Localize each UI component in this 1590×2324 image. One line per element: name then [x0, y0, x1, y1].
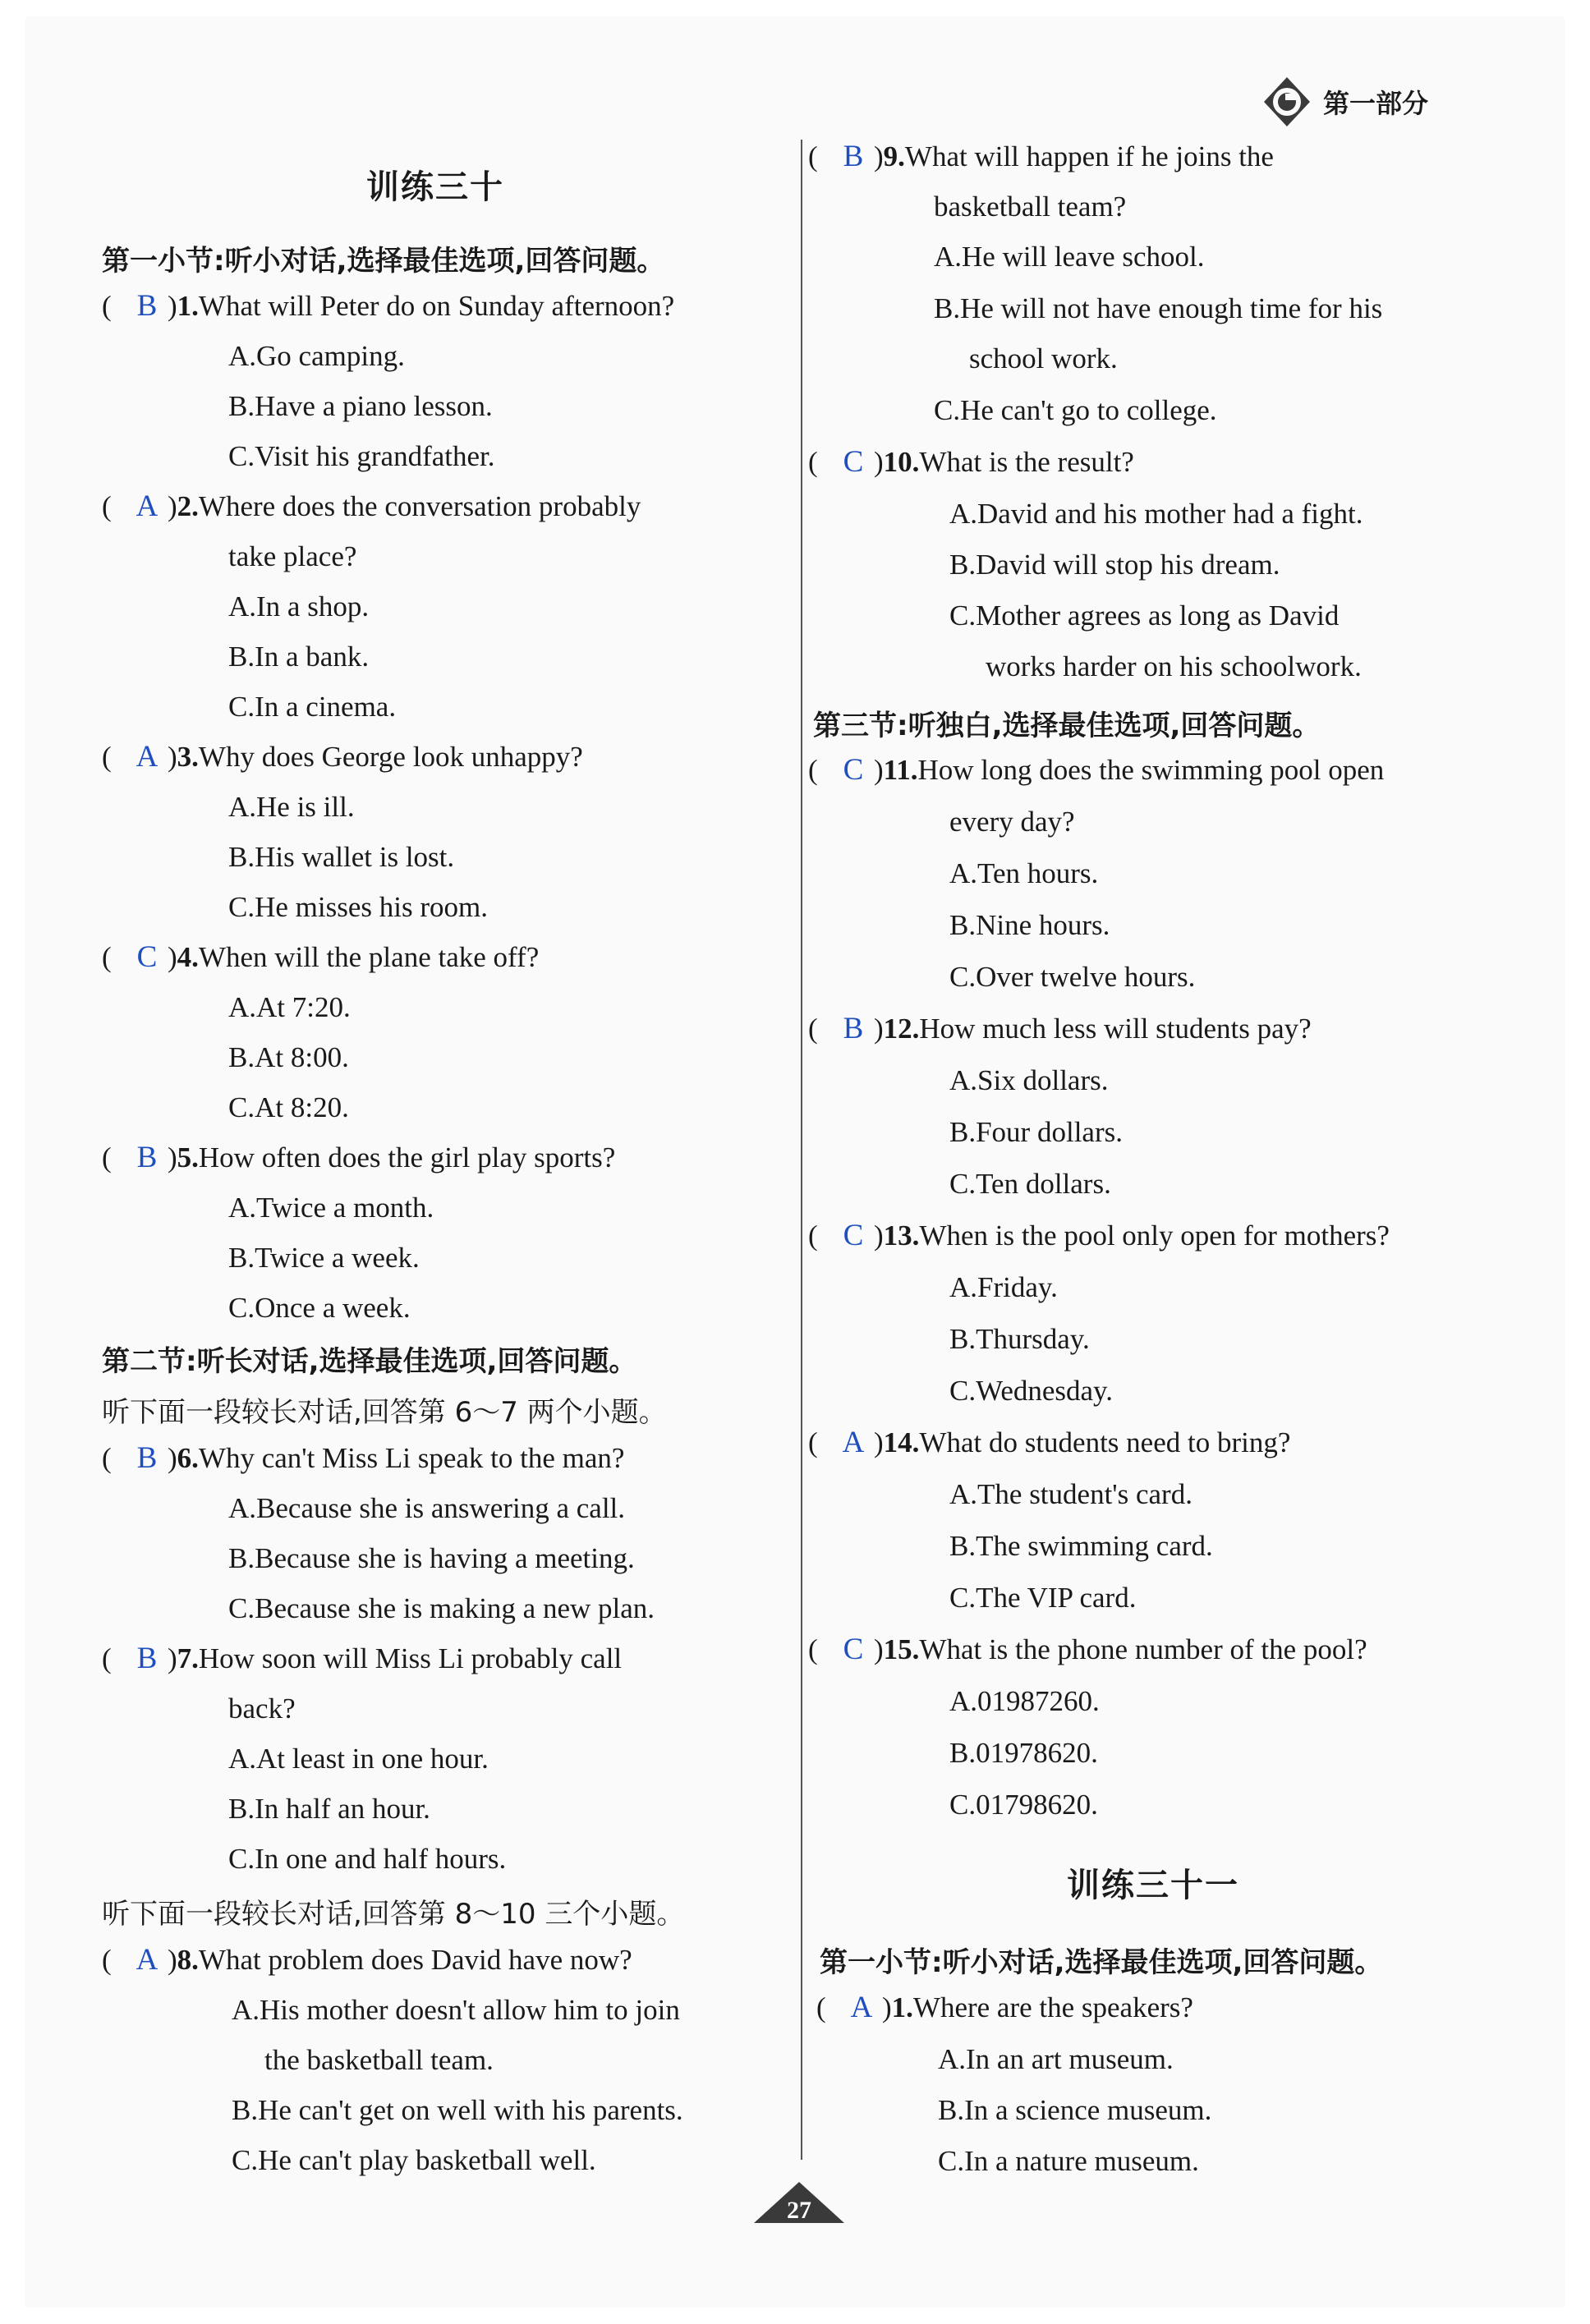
option: C.He misses his room. [228, 891, 488, 923]
question-item: ( C )10.What is the result? [808, 437, 1134, 487]
option: C.He can't play basketball well. [232, 2144, 596, 2176]
option: B.Four dollars. [949, 1116, 1123, 1148]
option: A.David and his mother had a fight. [949, 498, 1363, 530]
option: B.Thursday. [949, 1323, 1090, 1355]
answer-mark: A [136, 740, 159, 774]
header-badge [1261, 76, 1428, 128]
option-continuation: school work. [969, 342, 1118, 374]
option: A.His mother doesn't allow him to join [232, 1994, 680, 2026]
section-heading: 第一小节:听小对话,选择最佳选项,回答问题。 [102, 245, 665, 278]
exercise-title: 训练三十 [366, 168, 504, 206]
option: B.David will stop his dream. [949, 549, 1280, 581]
answer-mark: B [136, 1141, 158, 1174]
section-logo-icon [1261, 76, 1313, 128]
question-item: ( A )3.Why does George look unhappy? [102, 732, 583, 782]
section-heading: 第三节:听独白,选择最佳选项,回答问题。 [813, 710, 1321, 742]
question-item: ( B )7.How soon will Miss Li probably call [102, 1633, 622, 1683]
option: C.The VIP card. [949, 1582, 1137, 1614]
option: A.At least in one hour. [228, 1743, 489, 1775]
answer-mark: A [850, 1991, 873, 2024]
column-divider [801, 140, 802, 2160]
option: C.Once a week. [228, 1292, 411, 1324]
option: A.In a shop. [228, 590, 370, 622]
answer-mark: C [843, 1219, 864, 1252]
option: A.01987260. [949, 1685, 1100, 1717]
option: C.In a nature museum. [938, 2145, 1199, 2177]
question-item: ( A )2.Where does the conversation probably [102, 481, 641, 531]
question-item: ( A )8.What problem does David have now? [102, 1935, 632, 1985]
option: C.In a cinema. [228, 691, 397, 723]
option-continuation: the basketball team. [264, 2044, 494, 2076]
section-heading: 第一小节:听小对话,选择最佳选项,回答问题。 [820, 1946, 1383, 1979]
question-item: ( B )12.How much less will students pay? [808, 1004, 1312, 1054]
question-item: ( C )15.What is the phone number of the pool? [808, 1624, 1367, 1674]
option: B.Twice a week. [228, 1242, 420, 1274]
option: B.Because she is having a meeting. [228, 1542, 635, 1574]
exercise-title: 训练三十一 [1067, 1867, 1239, 1904]
option: B.In half an hour. [228, 1793, 430, 1825]
option: A.Ten hours. [949, 857, 1099, 889]
question-item: ( A )14.What do students need to bring? [808, 1417, 1290, 1467]
question-continuation: basketball team? [934, 191, 1127, 223]
option: A.He is ill. [228, 791, 355, 823]
answer-mark: A [842, 1426, 865, 1459]
page-number-badge [754, 2180, 844, 2225]
option: B.In a science museum. [938, 2094, 1212, 2126]
option: A.The student's card. [949, 1478, 1192, 1510]
option: A.Friday. [949, 1271, 1058, 1303]
option: A.Because she is answering a call. [228, 1492, 626, 1524]
answer-mark: A [136, 1943, 159, 1977]
option: A.He will leave school. [934, 241, 1205, 273]
option: B.He can't get on well with his parents. [232, 2094, 683, 2126]
answer-mark: B [136, 1642, 158, 1675]
question-item: ( B )1.What will Peter do on Sunday afternoon? [102, 281, 674, 331]
question-item: ( C )11.How long does the swimming pool open [808, 745, 1384, 795]
option: A.In an art museum. [938, 2043, 1174, 2075]
question-continuation: every day? [949, 806, 1075, 838]
option: A.At 7:20. [228, 991, 351, 1023]
section-heading: 第二节:听长对话,选择最佳选项,回答问题。 [102, 1345, 637, 1378]
question-item: ( B )5.How often does the girl play sports? [102, 1132, 615, 1183]
option-continuation: works harder on his schoolwork. [986, 650, 1362, 682]
option: C.Ten dollars. [949, 1168, 1111, 1200]
answer-mark: B [843, 140, 864, 173]
option: C.Wednesday. [949, 1375, 1114, 1407]
page-number: 27 [787, 2197, 811, 2224]
instruction: 听下面一段较长对话,回答第 8～10 三个小题。 [102, 1898, 685, 1931]
option: A.Six dollars. [949, 1064, 1109, 1096]
answer-mark: B [843, 1012, 864, 1045]
option: B.Nine hours. [949, 909, 1110, 941]
question-continuation: back? [228, 1692, 296, 1725]
option: B.In a bank. [228, 641, 370, 673]
question-item: ( B )6.Why can't Miss Li speak to the man? [102, 1433, 624, 1483]
option: B.01978620. [949, 1737, 1098, 1769]
option: C.01798620. [949, 1789, 1098, 1821]
option: B.He will not have enough time for his [934, 292, 1383, 324]
option: C.He can't go to college. [934, 394, 1217, 426]
option: C.In one and half hours. [228, 1843, 507, 1875]
question-item: ( B )9.What will happen if he joins the [808, 131, 1274, 181]
answer-mark: C [843, 1633, 864, 1666]
option: B.The swimming card. [949, 1530, 1213, 1562]
option: A.Go camping. [228, 340, 405, 372]
answer-mark: B [136, 1441, 158, 1475]
question-item: ( C )4.When will the plane take off? [102, 932, 539, 982]
part-label: 第一部分 [1323, 88, 1429, 119]
option: A.Twice a month. [228, 1192, 434, 1224]
question-item: ( C )13.When is the pool only open for mothers? [808, 1210, 1390, 1261]
option: B.His wallet is lost. [228, 841, 455, 873]
option: B.Have a piano lesson. [228, 390, 493, 422]
option: C.Visit his grandfather. [228, 440, 495, 472]
answer-mark: C [843, 445, 864, 479]
option: C.Over twelve hours. [949, 961, 1196, 993]
question-item: ( A )1.Where are the speakers? [816, 1982, 1193, 2032]
option: B.At 8:00. [228, 1041, 349, 1073]
option: C.Mother agrees as long as David [949, 599, 1340, 632]
option: C.Because she is making a new plan. [228, 1592, 655, 1624]
question-continuation: take place? [228, 540, 357, 572]
answer-mark: A [136, 489, 159, 523]
answer-mark: C [843, 753, 864, 787]
instruction: 听下面一段较长对话,回答第 6～7 两个小题。 [102, 1396, 667, 1429]
answer-mark: B [136, 289, 158, 323]
answer-mark: C [136, 940, 158, 974]
option: C.At 8:20. [228, 1091, 349, 1123]
